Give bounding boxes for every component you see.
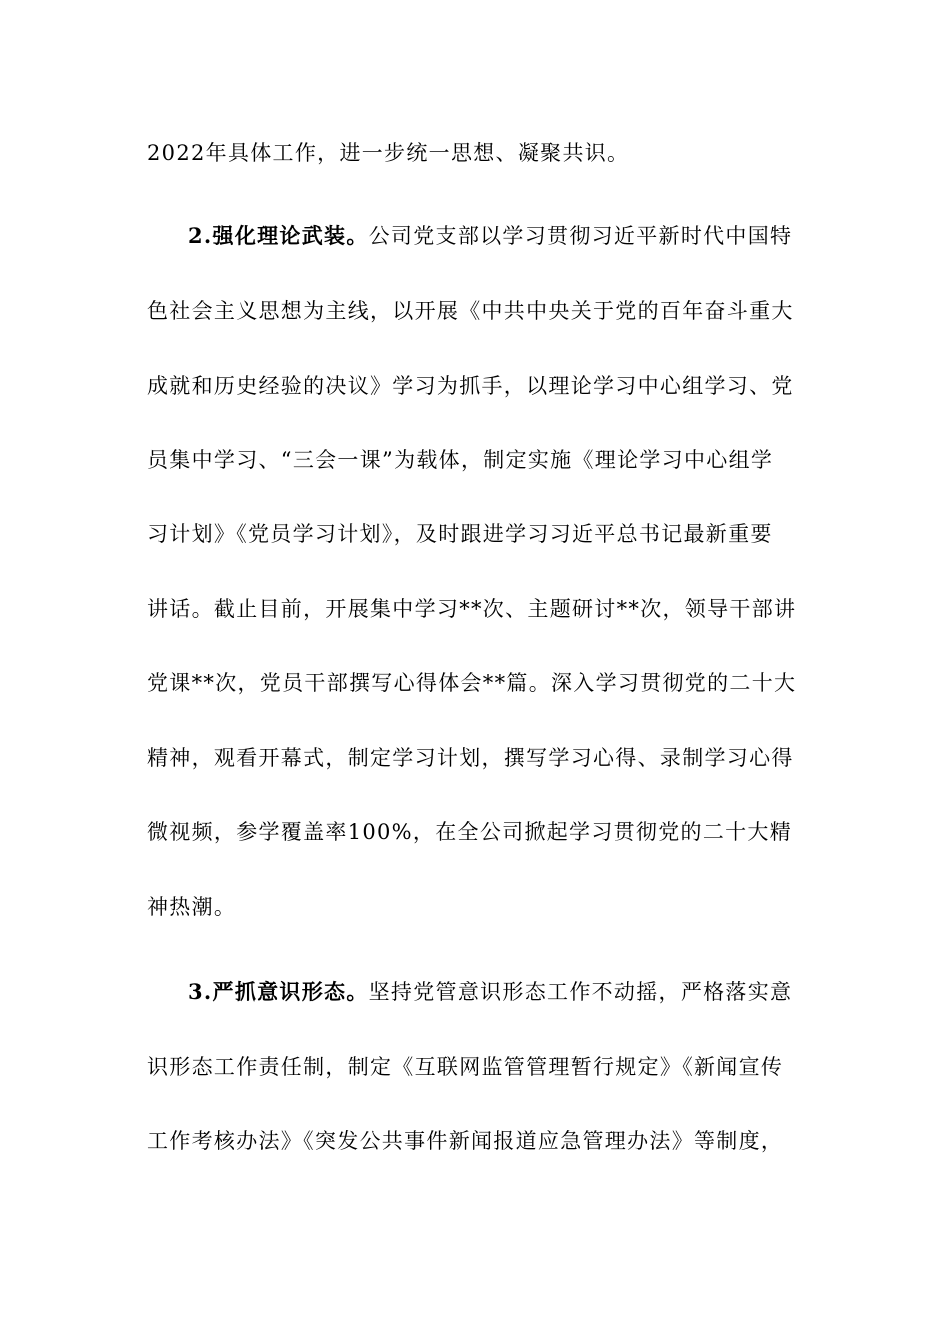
paragraph-3-heading: 3.严抓意识形态。 <box>188 979 369 1004</box>
paragraph-2-line-8: 精神，观看开幕式，制定学习计划，撰写学习心得、录制学习心得 <box>147 746 794 770</box>
paragraph-3-line-2: 识形态工作责任制，制定《互联网监管管理暂行规定》《新闻宣传 <box>147 1055 784 1079</box>
paragraph-2-line-7: 党课**次，党员干部撰写心得体会**篇。深入学习贯彻党的二十大 <box>147 671 797 695</box>
paragraph-3-line-3: 工作考核办法》《突发公共事件新闻报道应急管理办法》等制度， <box>147 1129 784 1153</box>
paragraph-2-line-1 <box>188 221 868 251</box>
paragraph-2-text: 公司党支部以学习贯彻习近平新时代中国特 <box>368 224 793 248</box>
paragraph-2-heading: 2.强化理论武装。 <box>188 223 369 248</box>
paragraph-2-line-4: 员集中学习、“三会一课”为载体，制定实施《理论学习中心组学 <box>147 448 774 472</box>
paragraph-1-line-1: 2022年具体工作，进一步统一思想、凝聚共识。 <box>147 141 630 165</box>
paragraph-2-line-5: 习计划》《党员学习计划》，及时跟进学习习近平总书记最新重要 <box>147 522 773 546</box>
paragraph-3-line-1 <box>188 977 868 1007</box>
paragraph-3-text: 坚持党管意识形态工作不动摇，严格落实意 <box>368 980 793 1004</box>
paragraph-2-line-6: 讲话。截止目前，开展集中学习**次、主题研讨**次，领导干部讲 <box>147 597 797 621</box>
paragraph-2-line-3: 成就和历史经验的决议》学习为抓手，以理论学习中心组学习、党 <box>147 374 794 398</box>
paragraph-2-line-10: 神热潮。 <box>147 895 237 919</box>
paragraph-2-line-9: 微视频，参学覆盖率100%，在全公司掀起学习贯彻党的二十大精 <box>147 820 793 844</box>
paragraph-2-line-2: 色社会主义思想为主线，以开展《中共中央关于党的百年奋斗重大 <box>147 299 794 323</box>
